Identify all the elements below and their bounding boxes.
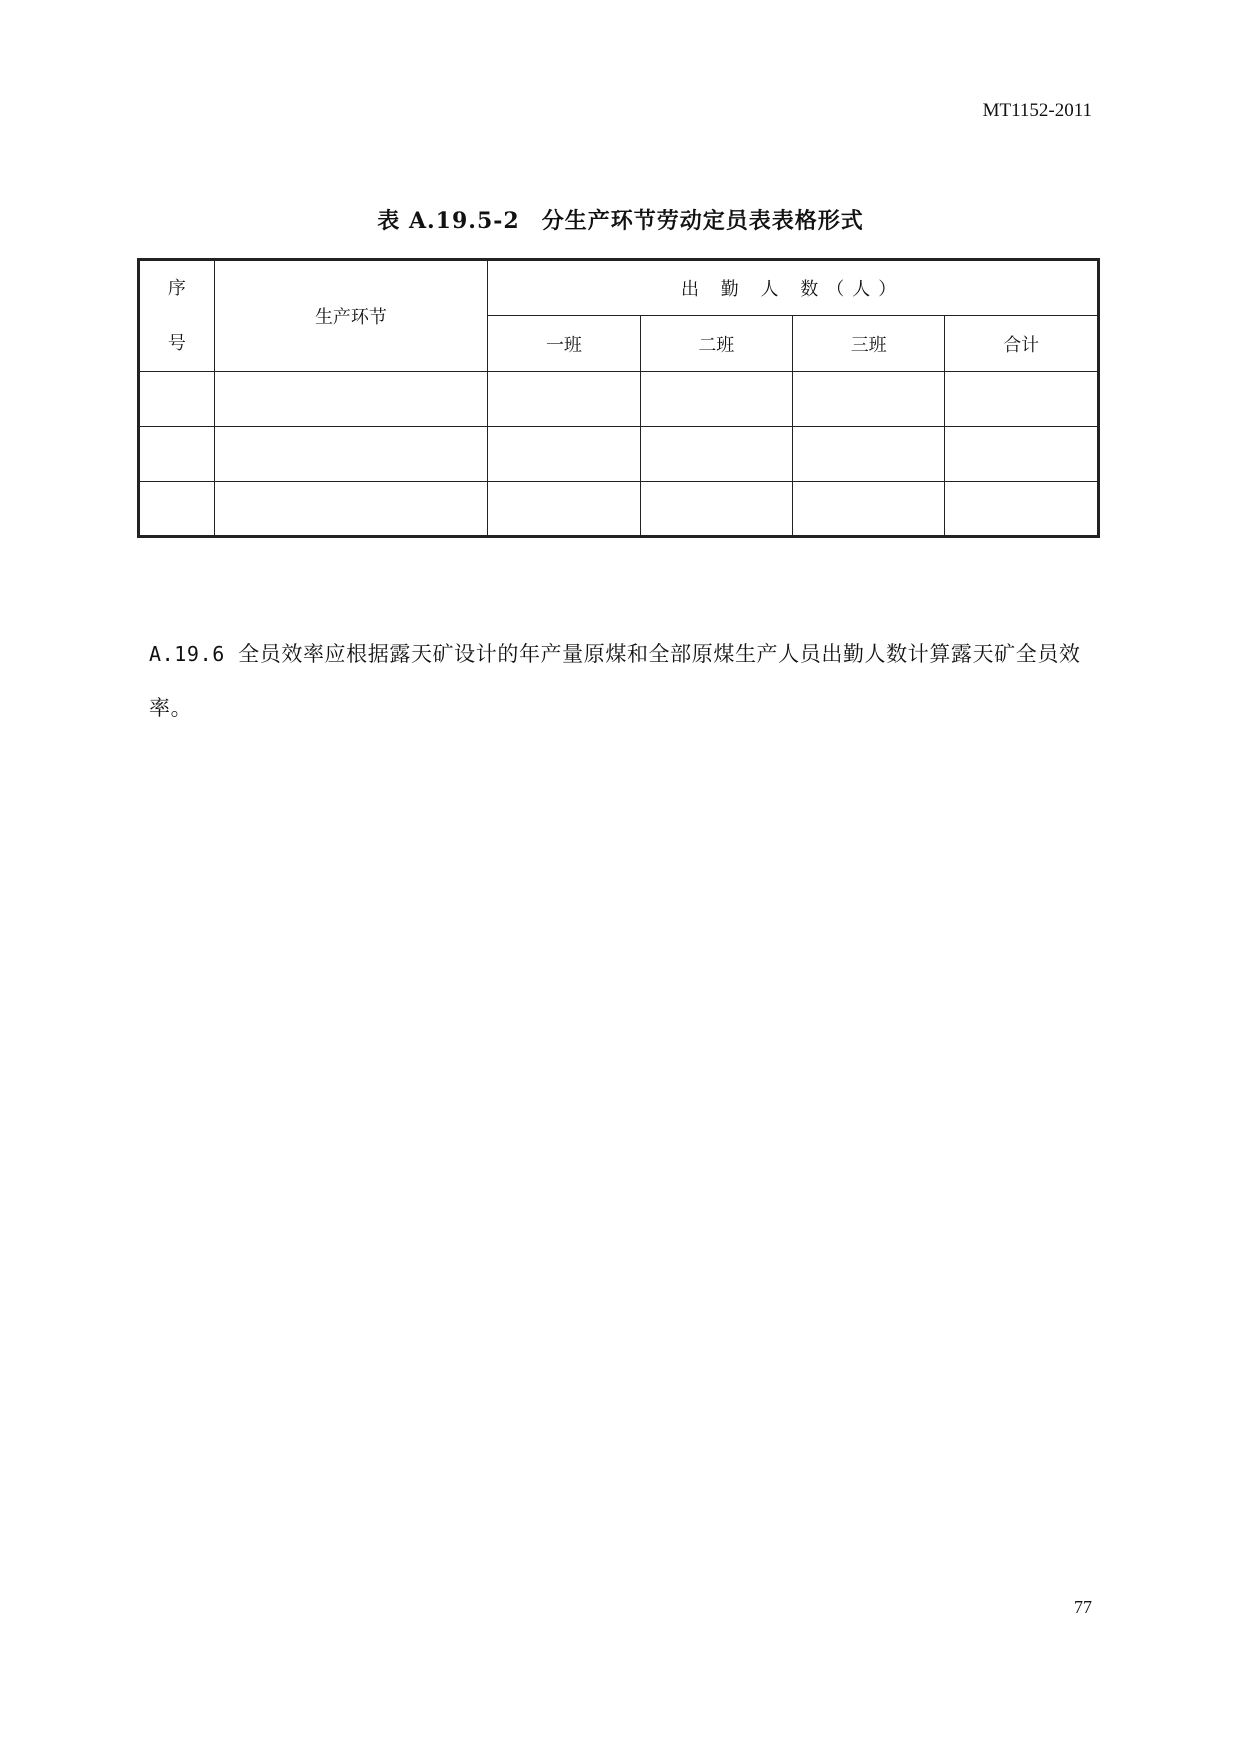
table-cell (945, 427, 1099, 482)
header-shift-1: 一班 (488, 316, 640, 372)
table-number: 表 A.19.5-2 (377, 208, 520, 234)
table-cell (139, 427, 215, 482)
clause-text: 全员效率应根据露天矿设计的年产量原煤和全部原煤生产人员出勤人数计算露天矿全员效率。 (149, 642, 1081, 720)
header-attendance: 出 勤 人 数（人） (488, 260, 1099, 316)
header-shift-3: 三班 (793, 316, 945, 372)
staffing-table (137, 258, 1100, 538)
table-cell (214, 427, 488, 482)
page-number: 77 (1074, 1597, 1092, 1617)
table-cell (640, 372, 792, 427)
table-cell (488, 372, 640, 427)
table-row (139, 427, 1099, 482)
table-cell (214, 372, 488, 427)
table-cell (488, 482, 640, 537)
header-total: 合计 (945, 316, 1099, 372)
header-production-stage: 生产环节 (214, 260, 488, 372)
table-cell (793, 482, 945, 537)
table-header-row (139, 260, 1099, 316)
table-row (139, 372, 1099, 427)
clause-number: A.19.6 (149, 642, 225, 666)
table-cell (640, 427, 792, 482)
header-seq-top: 序 (167, 278, 186, 299)
table-cell (139, 372, 215, 427)
header-seq-number (139, 260, 215, 372)
table-cell (214, 482, 488, 537)
header-seq-bottom: 号 (167, 333, 186, 354)
header-shift-2: 二班 (640, 316, 792, 372)
table-cell (640, 482, 792, 537)
table-cell (945, 482, 1099, 537)
table-cell (488, 427, 640, 482)
table-cell (793, 372, 945, 427)
table-caption (0, 204, 1241, 235)
document-code: MT1152-2011 (982, 100, 1092, 121)
table-cell (139, 482, 215, 537)
clause-paragraph (149, 627, 1094, 735)
table-title: 分生产环节劳动定员表表格形式 (541, 208, 864, 234)
table-cell (793, 427, 945, 482)
table-cell (945, 372, 1099, 427)
table-row (139, 482, 1099, 537)
